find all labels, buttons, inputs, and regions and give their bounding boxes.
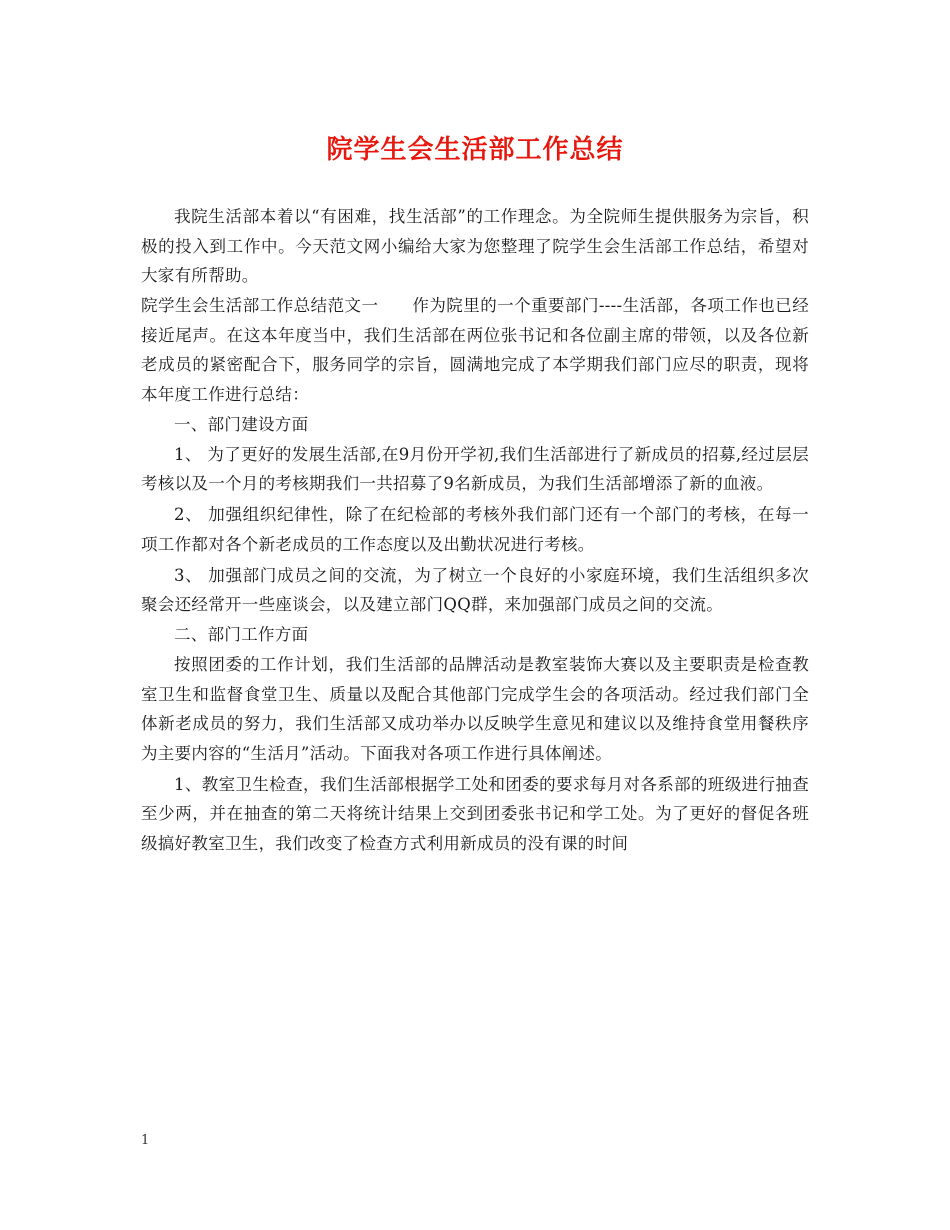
document-title: 院学生会生活部工作总结: [326, 135, 624, 165]
document-body: [141, 202, 809, 858]
paragraph-intro: 我院生活部本着以“有困难，找生活部”的工作理念。为全院师生提供服务为宗旨，积极的投入到工作中。今天范文网小编给大家为您整理了院学生会生活部工作总结，希望对大家有所帮助。: [141, 207, 809, 285]
paragraph-item-3: 3、 加强部门成员之间的交流，为了树立一个良好的小家庭环境，我们生活组织多次聚会还经常开一些座谈会，以及建立部门QQ群，来加强部门成员之间的交流。: [141, 565, 809, 614]
paragraph-work-plan: 按照团委的工作计划，我们生活部的品牌活动是教室装饰大赛以及主要职责是检查教室卫生和监督食堂卫生、质量以及配合其他部门完成学生会的各项活动。经过我们部门全体新老成员的努力，我们生活部又成功举办以反映学生意见和建议以及维持食堂用餐秩序为主要内容的“生活月”活动。下面我对各项工作进行具体阐述。: [141, 655, 809, 763]
page-number: 1: [141, 1133, 150, 1148]
section-heading-department-building: 一、部门建设方面: [174, 414, 309, 434]
section-heading-department-work: 二、部门工作方面: [174, 625, 309, 644]
paragraph-item-2: 2、 加强组织纪律性，除了在纪检部的考核外我们部门还有一个部门的考核，在每一项工作都对各个新老成员的工作态度以及出勤状况进行考核。: [141, 505, 809, 554]
paragraph-item-1: 1、 为了更好的发展生活部,在9月份开学初,我们生活部进行了新成员的招募,经过层层考核以及一个月的考核期我们一共招募了9名新成员，为我们生活部增添了新的血液。: [141, 444, 809, 493]
paragraph-sample-one: 院学生会生活部工作总结范文一 作为院里的一个重要部门----生活部，各项工作也已经接近尾声。在这本年度当中，我们生活部在两位张书记和各位副主席的带领，以及各位新老成员的紧密配合下，服务同学的宗旨，圆满地完成了本学期我们部门应尽的职责，现将本年度工作进行总结：: [141, 296, 809, 404]
paragraph-classroom-inspection: 1、教室卫生检查，我们生活部根据学工处和团委的要求每月对各系部的班级进行抽查至少两，并在抽查的第二天将统计结果上交到团委张书记和学工处。为了更好的督促各班级搞好教室卫生，我们改变了检查方式利用新成员的没有课的时间: [141, 774, 809, 853]
